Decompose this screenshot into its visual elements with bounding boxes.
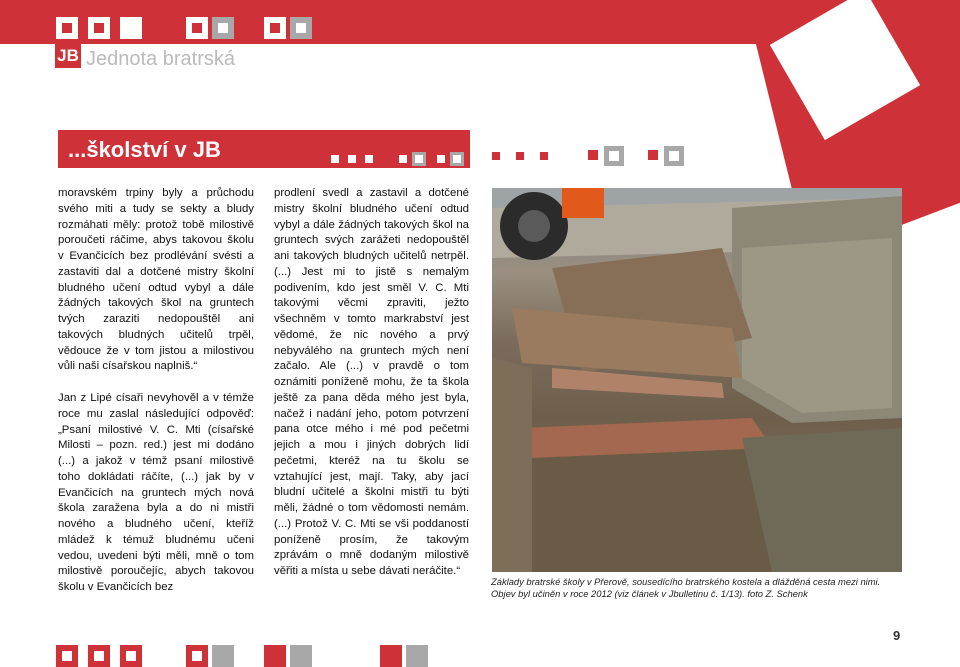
text-column-1 — [58, 186, 254, 596]
page-number: 9 — [893, 628, 901, 643]
brand-name: Jednota bratrská — [86, 48, 235, 70]
photo-caption: Základy bratrské školy v Přerově, sousedícího bratrského kostela a dlážděná cesta mezi nimi. Objev byl učiněn v roce 2012 (viz článek v Jbulletinu č. 1/13). foto Z. Schenk — [491, 576, 881, 599]
excavation-photo — [492, 188, 902, 572]
paragraph: prodlení svedl a zastavil a dotčené mistry školní bludného učení odtud vybyl a dále žádných takových škol na gruntech svých zarážeti nedopouštěl ani takových bludných učitelů netrpěl. (...) Jest mi to jistě s nemalým podivením, kdo jest směl V. C. Mti takovými věcmi zpraviti, ježto všechněm v tomto markrabství jest vědomé, že nic nového a prvý nebyválého na gruntech mých není začalo. Ale (...) v pravdě o tom oznámiti poníženě mohu, že ta škola ještě za pana děda mého jest byla, načež i nadání jeho, potom potvrzení pana otce mého i mé pod pečetmi jejich a mou i jiných dobrých lidí pečetmi, kteréž na tu školu se vztahující jest, mají. Taky, aby jací bludní učitelé a školni mistři tu býti měli, žádné o tom vědomosti nemám. (...) Protož V. C. Mti se vši poddaností poníženě prosím, že takovým zprávám o mně dodaným milostivě věřiti a místa u sebe dávati neráčite.“ — [274, 187, 469, 577]
photo-illustration — [492, 188, 902, 572]
jb-logo: JB — [55, 44, 81, 68]
paragraph: moravském trpiny byly a průchodu svého miti a tudy se sekty a bludy rozmáhati měly: protož tobě milostivě poroučeti ráčime, abys takovou školu v Evančicích bez prodlévání svésti a zastaviti dal a dotčené mistry školní bludného učení odtud vybyl a dále žádných takových škol na gruntech tvých zaraziti nedopouštěl ani takových bludných učitelů trpěl, vědouce že v tom jistou a milostivou vůli naši císařskou naplniš.“ — [58, 187, 254, 373]
text-column-2 — [274, 186, 469, 580]
paragraph: Jan z Lipé císaři nevyhověl a v témže roce mu zaslal následující odpověď: „Psaní milostivé V. C. Mti (císařské Milosti – pozn. red.) jest mi dodáno (...) a jakož v témž psaní milostivě toho dokládati ráčíte, (...) jak by v Evančicích na gruntech mých nová škola zaražena byla a do ni mistři nového a bludného učení, kteříž mládež k témuž bludnému učeni vedou, uvedeni býti měli, mně o tom milostivě poroučejíc, abych takovou školu v Evančicích bez — [58, 392, 254, 593]
section-title: ...školství v JB — [68, 137, 221, 162]
